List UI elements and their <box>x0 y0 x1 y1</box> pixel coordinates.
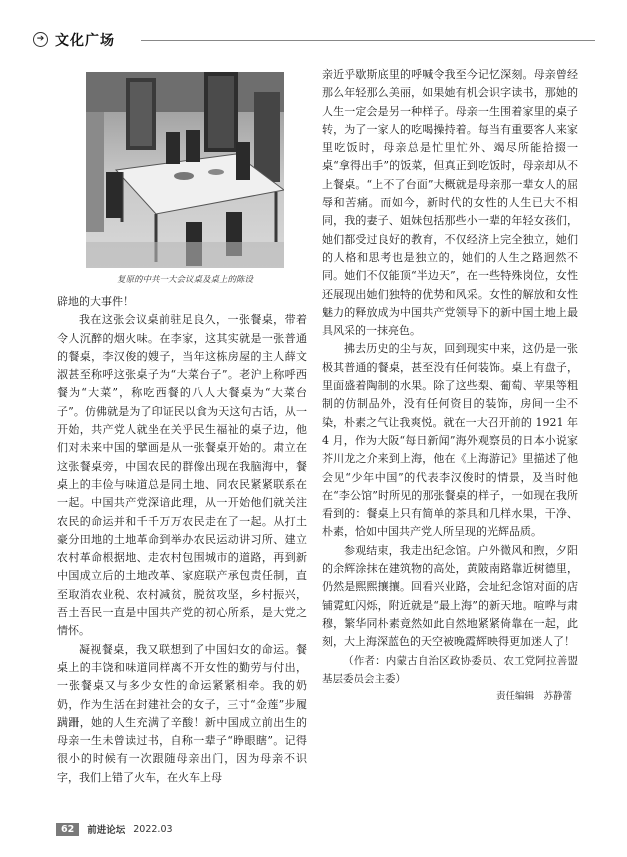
paragraph: 亲近乎歇斯底里的呼喊令我至今记忆深刻。母亲曾经那么年轻那么美丽，如果她有机会识字读书，那她的人生一定会是另一种样子。母亲一生围着家里的桌子转，为了一家人的吃喝操持着。每当有重要客人来家里吃饭时，母亲总是忙里忙外、竭尽所能拾掇一桌“拿得出手”的饭菜，但真正到吃饭时，母亲却从不上餐桌。“上不了台面”大概就是母亲那一辈女人的屈辱和苦痛。而如今，新时代的女性的人生已大不相同，我的妻子、姐妹包括那些小一辈的年轻女孩们，她们都受过良好的教育，不仅经济上完全独立，她们的人格和思考也是独立的，她们的人生之路迥然不同。她们不仅能顶“半边天”，在一些特殊岗位，女性还展现出她们独特的优势和风采。女性的解放和女性魅力的释放成为中国共产党领导下的新中国土地上最具风采的一抹亮色。 <box>322 68 578 338</box>
paragraph: 我在这张会议桌前驻足良久，一张餐桌，带着令人沉醉的烟火味。在李家，这其实就是一张普通的餐桌，李汉俊的嫂子，当年这栋房屋的主人薛文淑甚至称呼这张桌子为“大菜台子”。老沪上称呼西餐为“大菜”，称吃西餐的八人大餐桌为“大菜台子”。仿佛就是为了印证民以食为天这句古话，从一开始，共产党人就坐在关乎民生福祉的桌子边，他们对未来中国的擘画是从一张餐桌开始的。肃立在这张餐桌旁，中国农民的群像出现在我脑海中，餐桌上的丰俭与味道总是同土地、同农民紧紧联系在一起。中国共产党深谙此理，从一开始他们就关注农民的命运并和千千万万农民走在了一起。从打土豪分田地的土地革命到举办农民运动讲习所、建立农村革命根据地、走农村包围城市的道路，再到新中国成立后的土地改革、家庭联产承包责任制，直至取消农业税、农村减贫，脱贫攻坚，乡村振兴，吾土吾民一直是中国共产党的初心所系，是大党之情怀。 <box>57 313 307 638</box>
page-footer <box>56 822 173 836</box>
section-header <box>33 30 595 54</box>
header-rule <box>141 40 595 41</box>
paragraph: 凝视餐桌，我又联想到了中国妇女的命运。餐桌上的丰饶和味道同样离不开女性的勤劳与付出，一张餐桌又与多少女性的命运紧紧相牵。我的奶奶，作为生活在封建社会的女子，三寸“金莲”步履蹒跚，她的人生充满了辛酸！新中国成立前出生的母亲一生未曾读过书，自称一辈子“睁眼瞎”。记得很小的时候有一次跟随母亲出门，因为母亲不识字，我们上错了火车，在火车上母 <box>57 642 307 784</box>
paragraph: 辟地的大事件！ <box>57 295 134 308</box>
editor-line: 责任编辑 苏静蕾 <box>495 690 572 702</box>
magazine-name: 前进论坛 <box>87 825 126 836</box>
issue-number: 2022.03 <box>133 823 173 835</box>
circled-arrow-icon: ➔ <box>33 32 48 47</box>
paragraph: 参观结束，我走出纪念馆。户外微风和煦，夕阳的余辉涂抹在建筑物的高处，黄陂南路靠近树德里，仍然是熙熙攘攘。回看兴业路，会址纪念馆对面的店铺霓虹闪烁，附近就是“最上海”的新天地。喧哗与肃穆，繁华同朴素竟然如此自然地紧紧倚靠在一起，此刻，大上海深蓝色的天空被晚霞辉映得更加迷人了！ <box>322 543 578 649</box>
author-note: （作者：内蒙古自治区政协委员、农工党阿拉善盟基层委员会主委） <box>322 654 578 685</box>
photo-illustration <box>86 72 284 268</box>
meeting-table-photo <box>86 72 284 268</box>
page-number: 62 <box>56 823 79 836</box>
right-column <box>322 66 578 706</box>
paragraph: 拂去历史的尘与灰，回到现实中来，这仍是一张极其普通的餐桌，甚至没有任何装饰。桌上有盘子，里面盛着陶制的水果。除了这些梨、葡萄、苹果等粗制的仿制品外，没有任何资目的装饰，房间一尘不染，朴素之气让我爽悦。就在一大召开前的 1921 年 4 月，作为大阪“每日新闻”海外观察员的日本小说家芥川龙之介来到上海，他在《上海游记》里描述了他会见“少年中国”的代表李汉俊时的情景，及当时他在“李公馆”时所见的那张餐桌的样子，一如现在我所看到的：餐桌上只有简单的茶具和几样水果，干净、朴素，恰如中国共产党人所呈现的光辉品质。 <box>322 342 578 539</box>
photo-caption: 复原的中共一大会议桌及桌上的陈设 <box>116 275 253 285</box>
section-title: 文化广场 <box>55 33 115 49</box>
left-column <box>57 293 307 787</box>
